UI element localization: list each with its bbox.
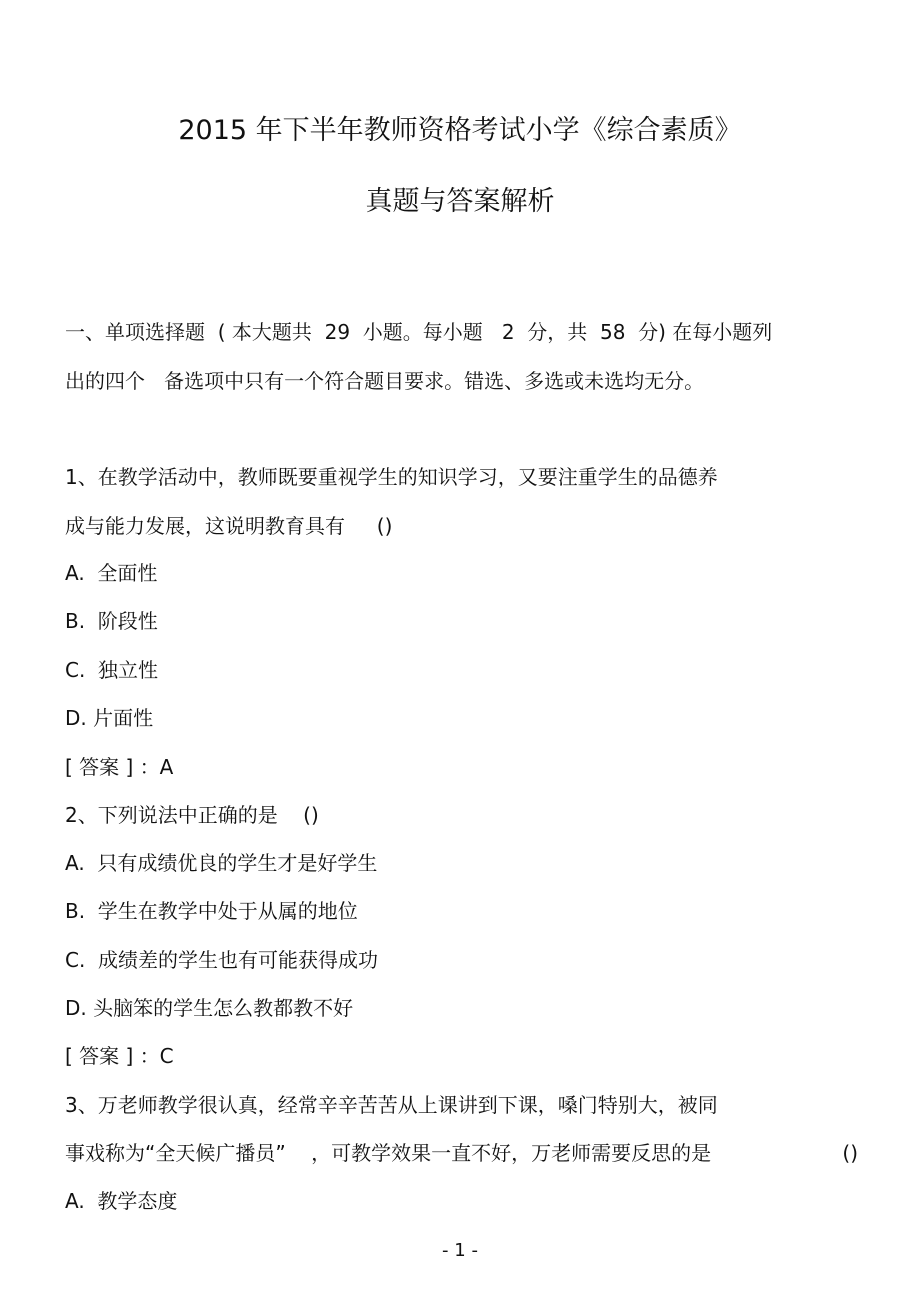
- question-3-option-a: A. 教学态度: [65, 1189, 178, 1213]
- question-1-option-b: B. 阶段性: [65, 609, 158, 633]
- question-2-option-c: C. 成绩差的学生也有可能获得成功: [65, 948, 379, 972]
- question-1-option-d: D. 片面性: [65, 706, 154, 730]
- page-number: - 1 -: [442, 1240, 478, 1261]
- document-title-line-1: 2015 年下半年教师资格考试小学《综合素质》: [178, 115, 742, 146]
- document-title-line-2: 真题与答案解析: [365, 186, 555, 217]
- question-2-option-a: A. 只有成绩优良的学生才是好学生: [65, 851, 378, 875]
- question-1-option-c: C. 独立性: [65, 658, 159, 682]
- question-2-answer: [ 答案 ] ：C: [65, 1044, 174, 1068]
- question-1-option-a: A. 全面性: [65, 561, 158, 585]
- question-3-answer-blank: (): [842, 1141, 858, 1165]
- question-1-stem-line-2: 成与能力发展，这说明教育具有 (): [65, 514, 393, 538]
- section-intro-line-1: 一、单项选择题 ( 本大题共 29 小题。每小题 2 分，共 58 分) 在每小题列: [65, 320, 773, 344]
- question-1-stem-line-1: 1、在教学活动中，教师既要重视学生的知识学习，又要注重学生的品德养: [65, 465, 718, 489]
- question-2-option-d: D. 头脑笨的学生怎么教都教不好: [65, 996, 354, 1020]
- question-1-answer: [ 答案 ] ：A: [65, 755, 174, 779]
- question-3-stem-line-2: 事戏称为“全天候广播员” ，可教学效果一直不好，万老师需要反思的是: [65, 1141, 712, 1165]
- question-2-option-b: B. 学生在教学中处于从属的地位: [65, 899, 358, 923]
- section-intro-line-2: 出的四个 备选项中只有一个符合题目要求。错选、多选或未选均无分。: [65, 369, 705, 393]
- question-2-stem: 2、下列说法中正确的是 (): [65, 803, 319, 827]
- question-3-stem-line-1: 3、万老师教学很认真，经常辛辛苦苦从上课讲到下课，嗓门特别大，被同: [65, 1093, 718, 1117]
